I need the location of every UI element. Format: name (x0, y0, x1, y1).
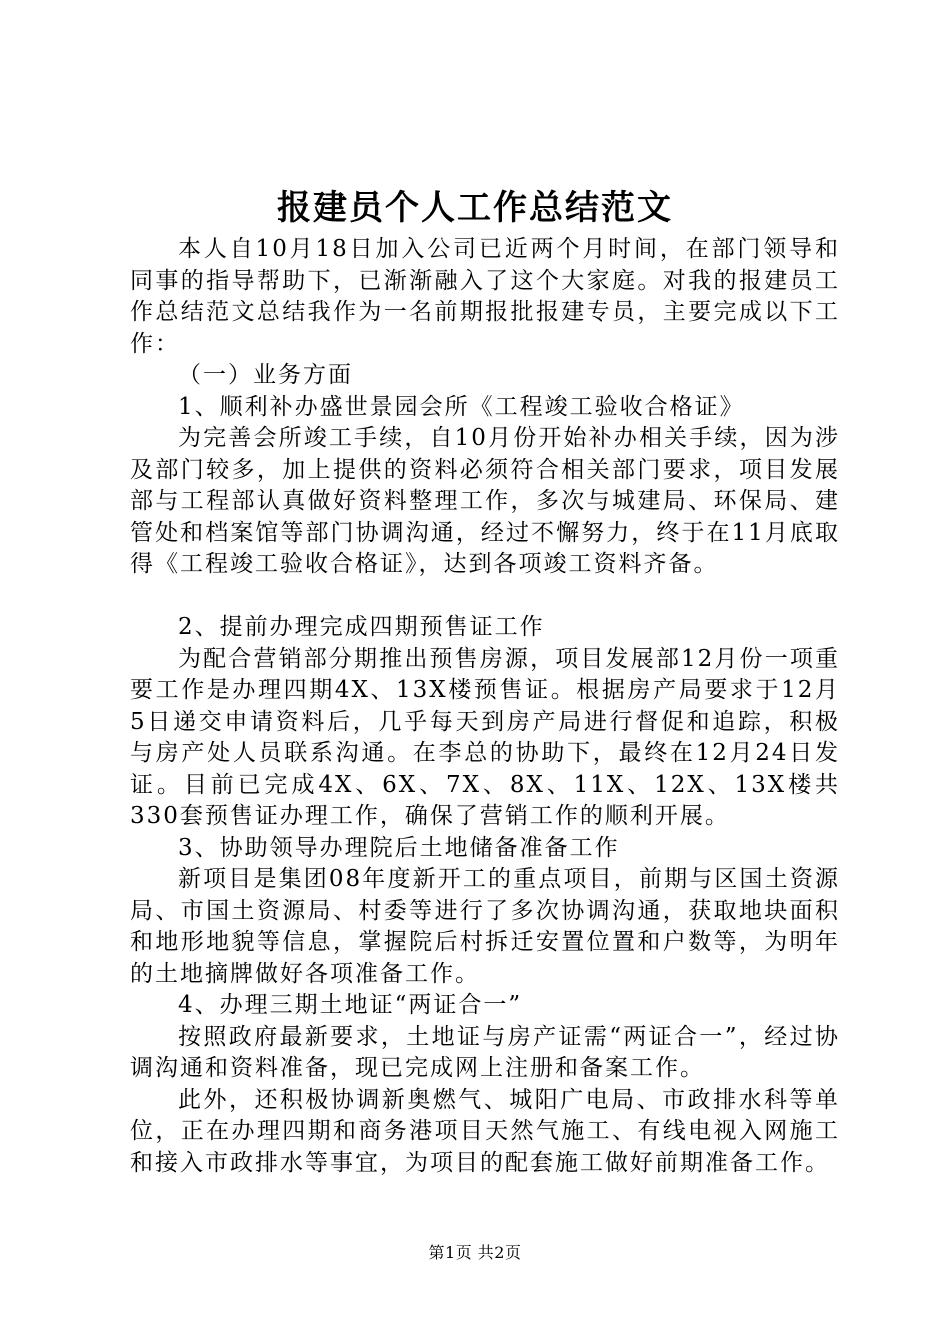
item-heading-2: 2、提前办理完成四期预售证工作 (178, 614, 545, 640)
page-footer: 第1页 共2页 (428, 1243, 522, 1262)
paragraph-intro: 本人自10月18日加入公司已近两个月时间，在部门领导和同事的指导帮助下，已渐渐融入了这个大家庭。对我的报建员工作总结范文总结我作为一名前期报批报建专员，主要完成以下工作： (130, 236, 840, 357)
item-heading-3: 3、协助领导办理院后土地储备准备工作 (178, 834, 620, 861)
paragraph-item-1: 为完善会所竣工手续，自10月份开始补办相关手续，因为涉及部门较多，加上提供的资料必须符合相关部门要求，项目发展部与工程部认真做好资料整理工作，多次与城建局、环保局、建管处和档案馆等部门协调沟通，经过不懈努力，终于在11月底取得《工程竣工验收合格证》，达到各项竣工资料齐备。 (130, 425, 840, 577)
paragraph-item-2: 为配合营销部分期推出预售房源，项目发展部12月份一项重要工作是办理四期4X、13X楼预售证。根据房产局要求于12月5日递交申请资料后，几乎每天到房产局进行督促和追踪，积极与房产处人员联系沟通。在李总的协助下，最终在12月24日发证。目前已完成4X、6X、7X、8X、11X、12X、13X楼共330套预售证办理工作，确保了营销工作的顺利开展。 (130, 645, 840, 829)
blank-line (130, 581, 840, 613)
document-body (130, 234, 840, 1179)
item-heading-1: 1、顺利补办盛世景园会所《工程竣工验收合格证》 (178, 393, 745, 420)
document-title: 报建员个人工作总结范文 (277, 188, 673, 228)
paragraph-item-4: 按照政府最新要求，土地证与房产证需“两证合一”，经过协调沟通和资料准备，现已完成网上注册和备案工作。 (130, 1023, 840, 1081)
item-heading-4: 4、办理三期土地证“两证合一” (178, 992, 523, 1018)
paragraph-additional: 此外，还积极协调新奥燃气、城阳广电局、市政排水科等单位，正在办理四期和商务港项目天然气施工、有线电视入网施工和接入市政排水等事宜，为项目的配套施工做好前期准备工作。 (130, 1086, 840, 1176)
section-heading-business: （一）业务方面 (178, 362, 353, 388)
paragraph-item-3: 新项目是集团08年度新开工的重点项目，前期与区国土资源局、市国土资源局、村委等进行了多次协调沟通，获取地块面积和地形地貌等信息，掌握院后村拆迁安置位置和户数等，为明年的土地摘牌做好各项准备工作。 (130, 866, 840, 987)
